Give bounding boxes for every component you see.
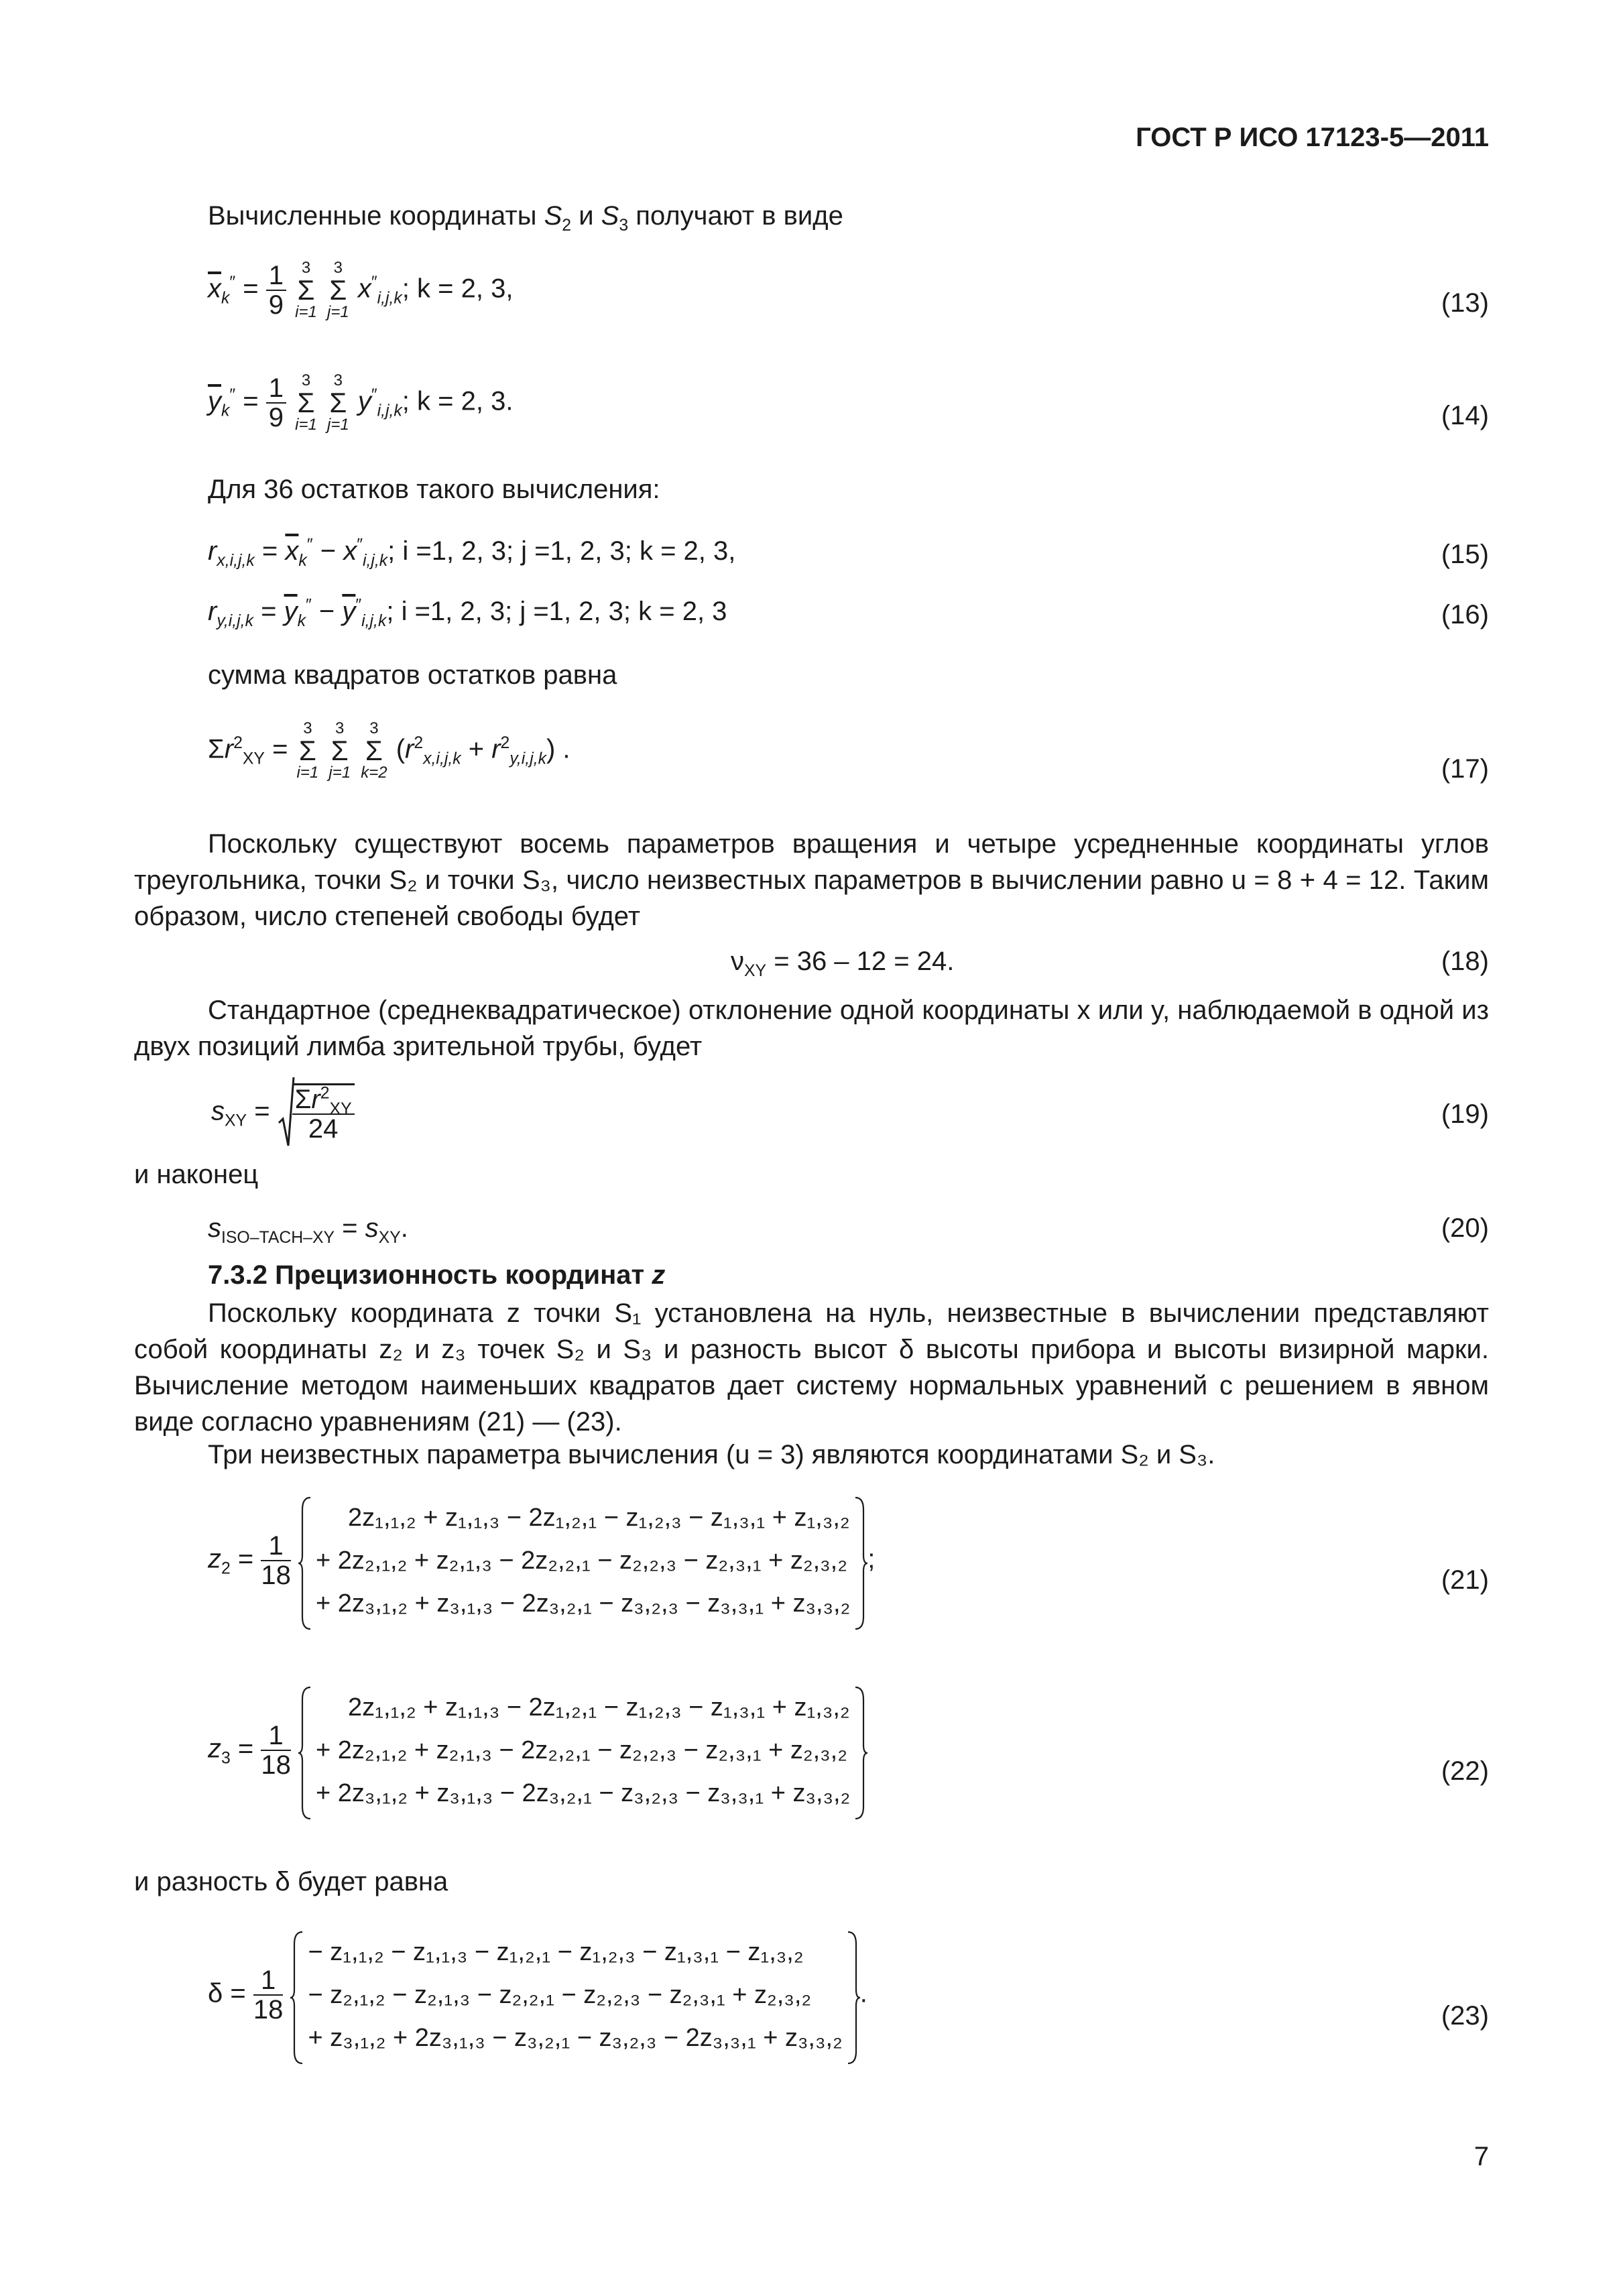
- eq21-row-2: + 2z₂,₁,₂ + z₂,₁,₃ − 2z₂,₂,₁ − z₂,₂,₃ − z₂,₃,₁ + z₂,₃,₂: [316, 1547, 847, 1575]
- text-obtained-as: получают в виде: [636, 201, 843, 231]
- eq13-tail: ; k = 2, 3,: [402, 274, 514, 304]
- page-number: 7: [1474, 2142, 1489, 2171]
- eq21-brace-block: [298, 1496, 867, 1625]
- equation-18: $\nu_{XY} = 36 - 12 = 24$.: [731, 947, 955, 980]
- equation-number-18: (18): [1441, 947, 1489, 976]
- eq21-row-1: 2z₁,₁,₂ + z₁,₁,₃ − 2z₁,₂,₁ − z₁,₂,₃ − z₁,₃,₁ + z₁,₃,₂: [348, 1504, 850, 1532]
- text-computed-coords: Вычисленные координаты: [208, 201, 537, 231]
- paragraph-finally: и наконец: [134, 1160, 259, 1189]
- equation-15: $r_{x,i,j,k} = \overline{x}_k'' - x''_{i,j,k}$; i =1, 2, 3; j =1, 2, 3; k = 2, 3,: [208, 536, 736, 570]
- paragraph-36-residuals: Для 36 остатков такого вычисления:: [208, 475, 660, 504]
- equation-20: $s_{ISO-TACH-XY} = s_{XY}$.: [208, 1213, 408, 1247]
- equation-number-19: (19): [1441, 1099, 1489, 1129]
- paragraph-z-coordinates: Поскольку координата z точки S₁ установлена на нуль, неизвестные в вычислении представляют собой координаты z₂ и z₃ точек S₂ и S₃ и разность высот δ высоты прибора и высоты визирной марки. Вычисление методом наименьших квадратов дает систему нормальных уравнений с решением в явном виде согласно уравнениям (21) — (23).: [134, 1298, 1489, 1437]
- paragraph-standard-deviation: Стандартное (среднеквадратическое) отклонение одной координаты x или y, наблюдаемой в одной из двух позиций лимба зрительной трубы, будет: [134, 995, 1489, 1061]
- eq23-row-1: − z₁,₁,₂ − z₁,₁,₃ − z₁,₂,₁ − z₁,₂,₃ − z₁,₃,₁ − z₁,₃,₂: [308, 1938, 804, 1966]
- section-title-var: z: [652, 1260, 666, 1290]
- equation-number-22: (22): [1441, 1756, 1489, 1786]
- paragraph-delta: и разность δ будет равна: [134, 1867, 448, 1896]
- paragraph-sum-squares: сумма квадратов остатков равна: [208, 660, 617, 690]
- text-and: и: [579, 201, 594, 231]
- paragraph-degrees-freedom: Поскольку существуют восемь параметров вращения и четыре усредненные координаты углов треугольника, точки S₂ и точки S₃, число неизвестных параметров в вычислении равно u = 8 + 4 = 12. Таким образом, число степеней свободы будет: [134, 829, 1489, 931]
- equation-17: $\Sigma r^2_{XY}$ = 3 Σ i=1 3 Σ j=1 3 Σ k=2 $(r^2_{x,i,j,k} + r^2_{y,i,j,k})$ .: [208, 719, 570, 782]
- document-id: ГОСТ Р ИСО 17123-5—2011: [1136, 123, 1489, 152]
- equation-16: $r_{y,i,j,k} = \overline{y}_k'' - \overline{y}''_{i,j,k}$; i =1, 2, 3; j =1, 2, 3; k = 2, 3: [208, 596, 727, 630]
- eq19-denominator: 24: [308, 1113, 339, 1144]
- eq22-brace-block: [298, 1686, 867, 1815]
- eq14-tail: ; k = 2, 3.: [402, 386, 514, 416]
- eq23-row-2: − z₂,₁,₂ − z₂,₁,₃ − z₂,₂,₁ − z₂,₂,₃ − z₂,₃,₁ + z₂,₃,₂: [308, 1981, 812, 2009]
- eq23-brace-block: [290, 1931, 859, 2059]
- eq22-row-3: + 2z₃,₁,₂ + z₃,₁,₃ − 2z₃,₂,₁ − z₃,₂,₃ − z₃,₃,₁ + z₃,₃,₂: [316, 1779, 851, 1807]
- eq22-row-1: 2z₁,₁,₂ + z₁,₁,₃ − 2z₁,₂,₁ − z₁,₂,₃ − z₁,₃,₁ + z₁,₃,₂: [348, 1693, 850, 1721]
- paragraph-computed-coordinates: Вычисленные координаты $S_2$ и $S_3$ получают в виде: [208, 201, 843, 235]
- equation-14: $\overline{y}_k''$ = $\frac{1}{9}$ 3 Σ i=1 3 Σ j=1 $y''_{i,j,k}$; k = 2, 3.: [208, 371, 514, 434]
- section-title: [208, 1260, 665, 1290]
- eq18-nu: ν: [731, 947, 744, 976]
- eq16-tail: ; i =1, 2, 3; j =1, 2, 3; k = 2, 3: [386, 597, 727, 626]
- equation-13: $\overline{x}_k''$ = $\frac{1}{9}$ 3 Σ i=1 3 Σ j=1 $x''_{i,j,k}$; k = 2, 3,: [208, 259, 514, 321]
- section-title-text: 7.3.2 Прецизионность координат: [208, 1260, 645, 1290]
- equation-number-16: (16): [1441, 600, 1489, 629]
- eq23-row-3: + z₃,₁,₂ + 2z₃,₁,₃ − z₃,₂,₁ − z₃,₂,₃ − 2z₃,₃,₁ + z₃,₃,₂: [308, 2024, 843, 2052]
- eq21-row-3: + 2z₃,₁,₂ + z₃,₁,₃ − 2z₃,₂,₁ − z₃,₂,₃ − z₃,₃,₁ + z₃,₃,₂: [316, 1589, 851, 1618]
- equation-number-14: (14): [1441, 401, 1489, 430]
- equation-19: $s_{XY}$ = $\frac{\Sigma r^2_{XY}}{24}$: [211, 1076, 355, 1150]
- equation-22: $z_3$ = $\frac{1}{18}$ 2z₁,₁,₂ + z₁,₁,₃ − 2z₁,₂,₁ − z₁,₂,₃ − z₁,₃,₁ + z₁,₃,₂ + 2z₂,₁,₂ + z₂,₁,₃ − 2z₂,₂,₁ − z₂,₂,₃ − z₂,₃,₁ + z₂,₃,₂ + 2z₃,₁,₂ + z₃,₁,₃ − 2z₃,₂,₁ − z₃,₂,₃ − z₃,₃,₁ + z₃,₃,₂: [208, 1686, 867, 1815]
- equation-number-20: (20): [1441, 1213, 1489, 1243]
- eq18-rest: = 36 – 12 = 24.: [774, 947, 955, 976]
- equation-21: $z_2$ = $\frac{1}{18}$ 2z₁,₁,₂ + z₁,₁,₃ − 2z₁,₂,₁ − z₁,₂,₃ − z₁,₃,₁ + z₁,₃,₂ + 2z₂,₁,₂ + z₂,₁,₃ − 2z₂,₂,₁ − z₂,₂,₃ − z₂,₃,₁ + z₂,₃,₂ + 2z₃,₁,₂ + z₃,₁,₃ − 2z₃,₂,₁ − z₃,₂,₃ − z₃,₃,₁ + z₃,₃,₂ ;: [208, 1496, 875, 1625]
- equation-number-21: (21): [1441, 1565, 1489, 1595]
- equation-number-23: (23): [1441, 2001, 1489, 2031]
- equation-23: δ = $\frac{1}{18}$ − z₁,₁,₂ − z₁,₁,₃ − z₁,₂,₁ − z₁,₂,₃ − z₁,₃,₁ − z₁,₃,₂ − z₂,₁,₂ − z₂,₁,₃ − z₂,₂,₁ − z₂,₂,₃ − z₂,₃,₁ + z₂,₃,₂ + z₃,₁,₂ + 2z₃,₁,₃ − z₃,₂,₁ − z₃,₂,₃ − 2z₃,₃,₁ + z₃,₃,₂ .: [208, 1931, 867, 2059]
- eq22-row-2: + 2z₂,₁,₂ + z₂,₁,₃ − 2z₂,₂,₁ − z₂,₂,₃ − z₂,₃,₁ + z₂,₃,₂: [316, 1736, 847, 1764]
- equation-number-15: (15): [1441, 540, 1489, 569]
- eq15-tail: ; i =1, 2, 3; j =1, 2, 3; k = 2, 3,: [387, 536, 736, 566]
- equation-number-17: (17): [1441, 754, 1489, 784]
- equation-number-13: (13): [1441, 288, 1489, 318]
- paragraph-three-unknowns: Три неизвестных параметра вычисления (u = 3) являются координатами S₂ и S₃.: [208, 1440, 1215, 1469]
